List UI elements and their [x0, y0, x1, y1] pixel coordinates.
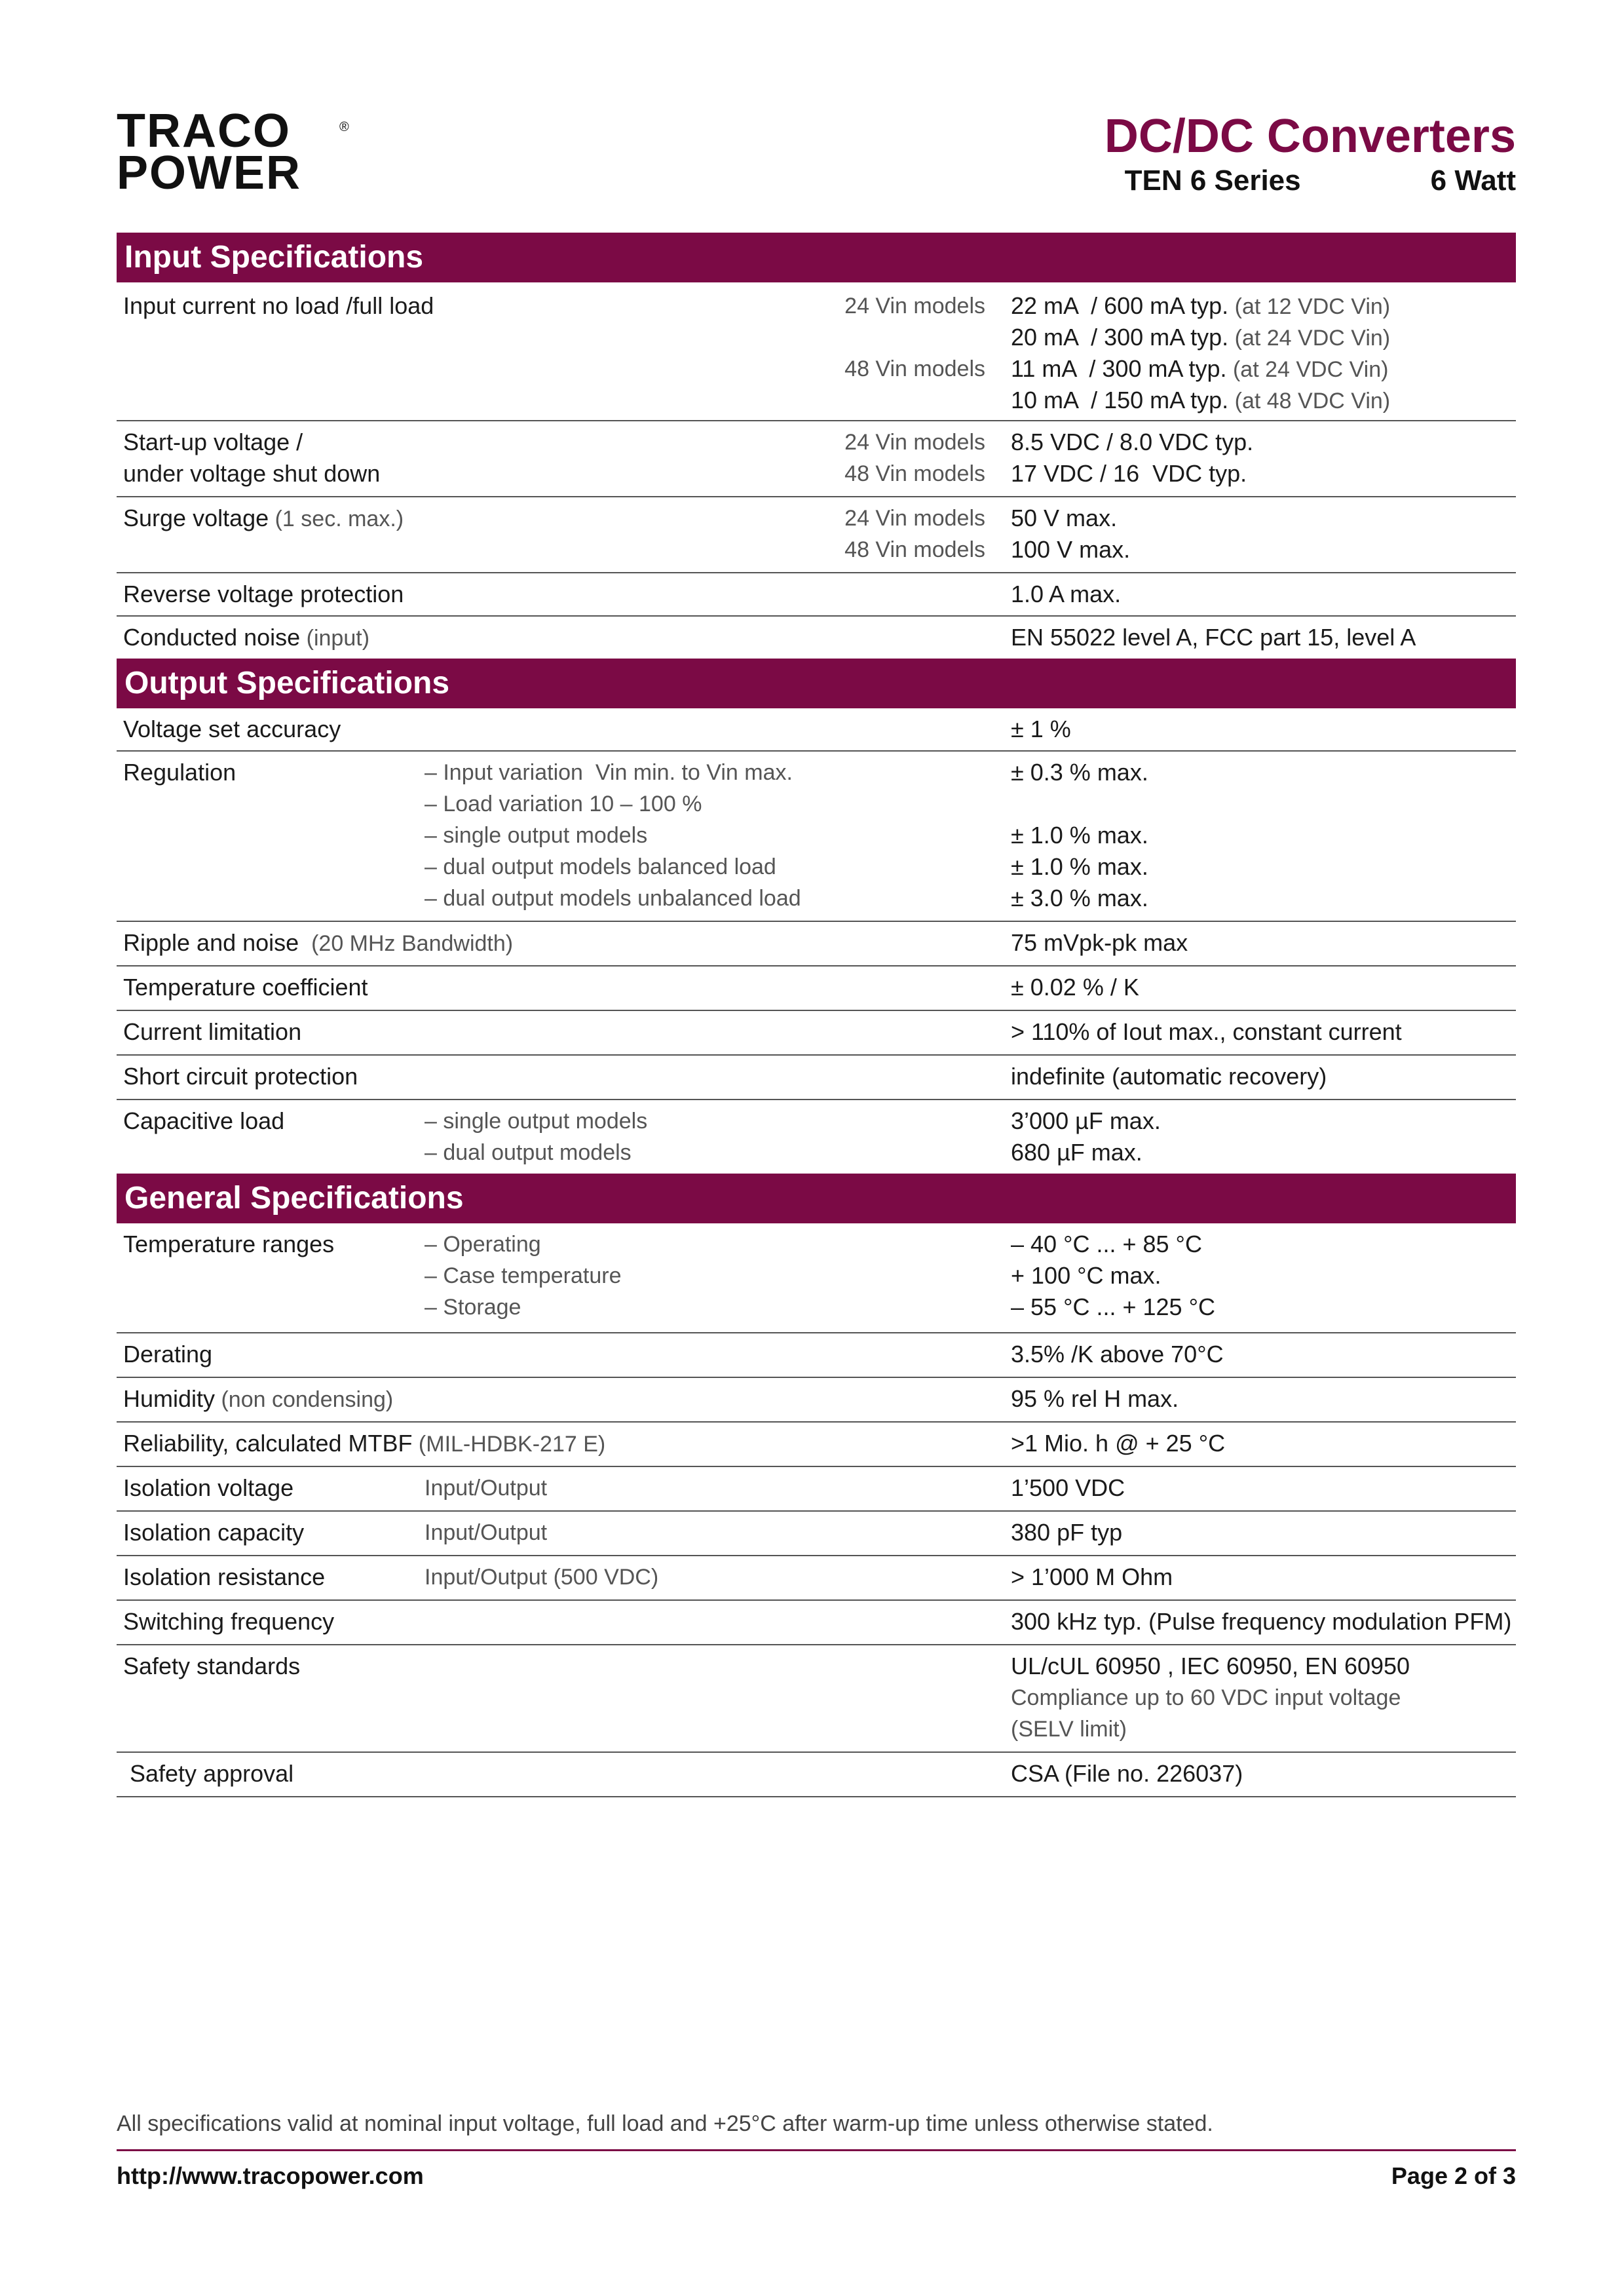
logo-line-1: TRACO	[117, 105, 291, 157]
title-block	[1105, 110, 1516, 199]
spec-label: Derating	[123, 1341, 213, 1368]
vin-24-label: 24 Vin models	[844, 294, 985, 318]
spec-value: EN 55022 level A, FCC part 15, level A	[1011, 624, 1416, 651]
spec-condition: – single output models	[425, 823, 648, 848]
spec-value: – 40 °C ... + 85 °C	[1011, 1231, 1202, 1257]
spec-row-short-circuit	[117, 1056, 1516, 1100]
spec-row-voltage-accuracy	[117, 708, 1516, 752]
page-number: Page 2 of 3	[1391, 2162, 1516, 2189]
spec-label: Current limitation	[123, 1018, 302, 1045]
spec-value: 75 mVpk-pk max	[1011, 929, 1188, 956]
spec-label: Temperature ranges	[123, 1231, 335, 1257]
spec-value: 8.5 VDC / 8.0 VDC typ.	[1011, 429, 1254, 455]
spec-condition: – Storage	[425, 1295, 521, 1320]
spec-row-current-limitation	[117, 1011, 1516, 1056]
spec-condition: Input/Output (500 VDC)	[425, 1565, 659, 1590]
spec-row-temperature-ranges	[117, 1223, 1516, 1333]
spec-value: 95 % rel H max.	[1011, 1385, 1179, 1412]
spec-value: 100 V max.	[1011, 536, 1131, 563]
spec-row-startup-voltage	[117, 421, 1516, 497]
spec-value: 3’000 µF max.	[1011, 1107, 1161, 1134]
spec-condition: – Case temperature	[425, 1263, 622, 1288]
spec-label: Safety approval	[123, 1760, 294, 1787]
spec-condition: – dual output models balanced load	[425, 854, 776, 879]
spec-value: ± 1.0 % max.	[1011, 822, 1148, 849]
series-name: TEN 6 Series	[1124, 164, 1301, 197]
spec-value: 50 V max.	[1011, 505, 1118, 531]
spec-value: 17 VDC / 16 VDC typ.	[1011, 460, 1247, 487]
spec-label: Isolation capacity	[123, 1519, 305, 1546]
spec-label: Surge voltage (1 sec. max.)	[123, 505, 404, 531]
spec-condition: – Operating	[425, 1232, 541, 1257]
spec-value-note: Compliance up to 60 VDC input voltage	[1011, 1685, 1401, 1710]
spec-row-switching-frequency	[117, 1601, 1516, 1645]
vin-24-label: 24 Vin models	[844, 506, 985, 531]
vin-48-label: 48 Vin models	[844, 537, 985, 562]
power-rating: 6 Watt	[1430, 164, 1516, 197]
spec-value: ± 0.02 % / K	[1011, 974, 1139, 1001]
spec-condition: – Input variation Vin min. to Vin max.	[425, 760, 793, 785]
spec-value: 1’500 VDC	[1011, 1474, 1125, 1501]
spec-label: Isolation voltage	[123, 1474, 294, 1501]
spec-value: > 110% of Iout max., constant current	[1011, 1018, 1402, 1045]
spec-label: Switching frequency	[123, 1608, 335, 1635]
vin-48-label: 48 Vin models	[844, 461, 985, 486]
website-link[interactable]: http://www.tracopower.com	[117, 2162, 424, 2189]
spec-value-note: (SELV limit)	[1011, 1717, 1127, 1742]
spec-value: CSA (File no. 226037)	[1011, 1760, 1243, 1787]
section-heading-general: General Specifications	[117, 1174, 1516, 1223]
spec-label: Short circuit protection	[123, 1063, 358, 1090]
registered-mark: ®	[339, 120, 350, 134]
spec-label: Isolation resistance	[123, 1563, 326, 1590]
spec-row-surge-voltage	[117, 497, 1516, 573]
footer-divider	[117, 2149, 1516, 2151]
spec-value: 380 pF typ	[1011, 1519, 1123, 1546]
spec-label: Start-up voltage /	[123, 429, 303, 455]
spec-label: under voltage shut down	[123, 460, 381, 487]
spec-value: 22 mA / 600 mA typ. (at 12 VDC Vin)	[1011, 292, 1391, 319]
spec-value: 20 mA / 300 mA typ. (at 24 VDC Vin)	[1011, 324, 1391, 351]
spec-value: 680 µF max.	[1011, 1139, 1142, 1166]
spec-label: Temperature coefficient	[123, 974, 368, 1001]
spec-label: Ripple and noise (20 MHz Bandwidth)	[123, 929, 514, 956]
spec-value: 1.0 A max.	[1011, 581, 1122, 607]
vin-48-label: 48 Vin models	[844, 356, 985, 381]
spec-row-conducted-noise	[117, 617, 1516, 659]
spec-value: ± 0.3 % max.	[1011, 759, 1148, 786]
spec-condition: Input/Output	[425, 1476, 548, 1501]
spec-label: Input current no load /full load	[123, 292, 434, 319]
spec-row-isolation-resistance	[117, 1556, 1516, 1601]
spec-row-capacitive-load	[117, 1100, 1516, 1174]
spec-condition: – single output models	[425, 1109, 648, 1134]
spec-row-derating	[117, 1333, 1516, 1378]
spec-row-regulation	[117, 752, 1516, 922]
spec-row-input-current	[117, 282, 1516, 421]
spec-label: Capacitive load	[123, 1107, 285, 1134]
spec-value: 300 kHz typ. (Pulse frequency modulation PFM)	[1011, 1608, 1512, 1635]
spec-row-isolation-voltage	[117, 1467, 1516, 1512]
specifications-table	[117, 233, 1516, 1797]
spec-value: UL/cUL 60950 , IEC 60950, EN 60950	[1011, 1653, 1410, 1679]
spec-value: ± 1 %	[1011, 716, 1071, 742]
logo-line-2: POWER	[117, 147, 302, 199]
spec-label: Conducted noise (input)	[123, 624, 370, 651]
spec-label: Reliability, calculated MTBF (MIL-HDBK-217 E)	[123, 1430, 606, 1457]
spec-label: Voltage set accuracy	[123, 716, 341, 742]
spec-row-safety-approval	[117, 1753, 1516, 1797]
section-heading-input: Input Specifications	[117, 233, 1516, 282]
vin-24-label: 24 Vin models	[844, 430, 985, 455]
spec-value: 11 mA / 300 mA typ. (at 24 VDC Vin)	[1011, 355, 1389, 382]
spec-value: – 55 °C ... + 125 °C	[1011, 1293, 1215, 1320]
spec-row-safety-standards	[117, 1645, 1516, 1753]
page-title: DC/DC Converters	[1104, 110, 1516, 163]
spec-row-isolation-capacity	[117, 1512, 1516, 1556]
spec-value: ± 1.0 % max.	[1011, 853, 1148, 880]
spec-value: >1 Mio. h @ + 25 °C	[1011, 1430, 1226, 1457]
spec-value: indefinite (automatic recovery)	[1011, 1063, 1327, 1090]
spec-value: + 100 °C max.	[1011, 1262, 1161, 1289]
spec-label: Reverse voltage protection	[123, 581, 404, 607]
spec-value: 3.5% /K above 70°C	[1011, 1341, 1224, 1368]
section-heading-output: Output Specifications	[117, 659, 1516, 708]
spec-row-temperature-coefficient	[117, 966, 1516, 1011]
subtitle	[1105, 163, 1516, 199]
spec-condition: – dual output models unbalanced load	[425, 886, 801, 911]
spec-value: > 1’000 M Ohm	[1011, 1563, 1173, 1590]
spec-label: Safety standards	[123, 1653, 301, 1679]
spec-row-humidity	[117, 1378, 1516, 1423]
spec-value: 10 mA / 150 mA typ. (at 48 VDC Vin)	[1011, 387, 1391, 413]
spec-condition: Input/Output	[425, 1520, 548, 1545]
spec-row-reverse-voltage	[117, 573, 1516, 617]
spec-label: Humidity (non condensing)	[123, 1385, 394, 1412]
spec-value: ± 3.0 % max.	[1011, 885, 1148, 911]
footer-note: All specifications valid at nominal input voltage, full load and +25°C after warm-up time unless otherwise stated.	[117, 2111, 1213, 2136]
tracopower-logo	[117, 105, 350, 199]
spec-row-ripple-noise	[117, 922, 1516, 966]
spec-condition: – dual output models	[425, 1140, 632, 1165]
spec-condition: – Load variation 10 – 100 %	[425, 792, 702, 816]
spec-label: Regulation	[123, 759, 236, 786]
spec-row-mtbf	[117, 1423, 1516, 1467]
